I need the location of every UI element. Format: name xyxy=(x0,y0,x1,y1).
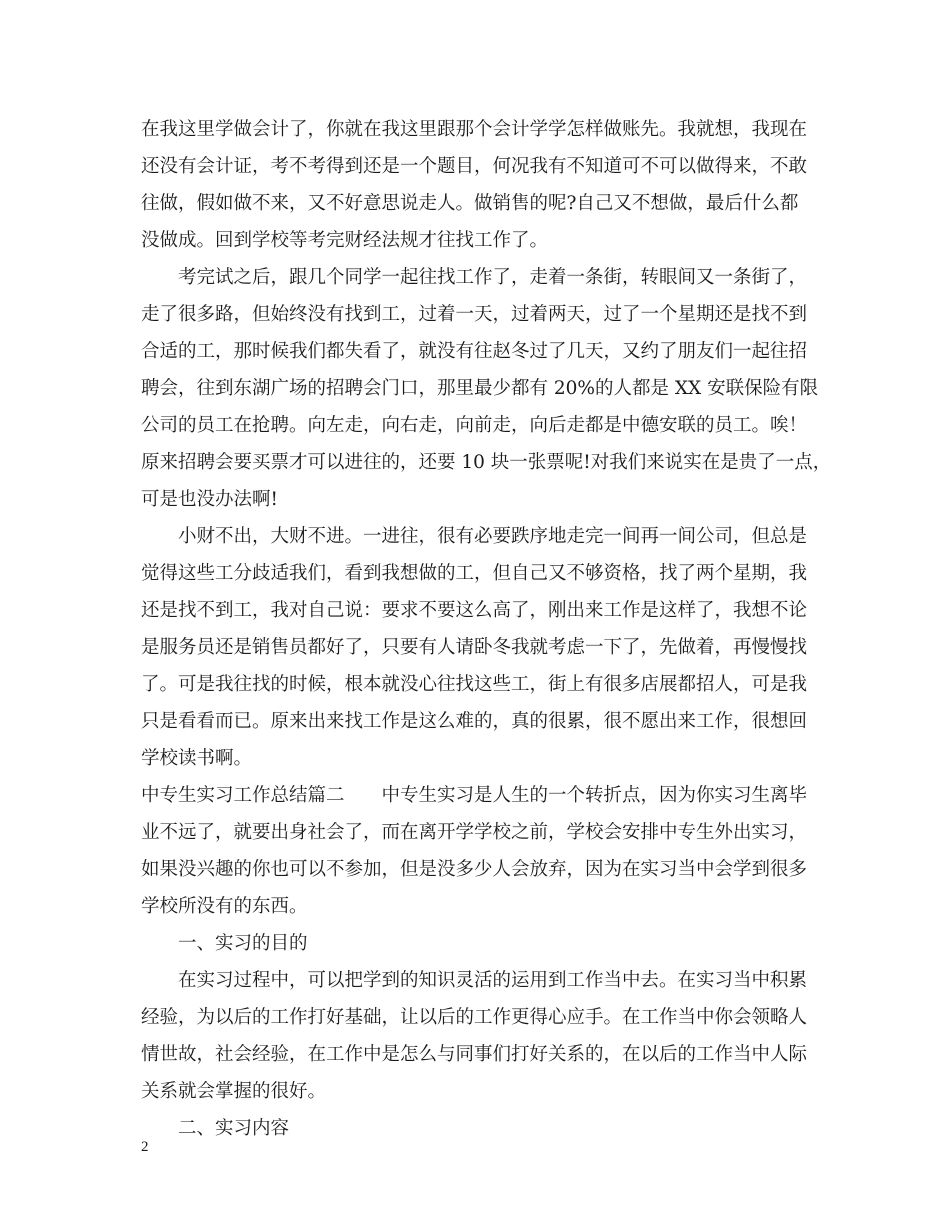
text-line: 原来招聘会要买票才可以进往的，还要 10 块一张票呢!对我们来说实在是贵了一点， xyxy=(141,452,832,473)
text-line: 聘会，往到东湖广场的招聘会门口，那里最少都有 20%的人都是 XX 安联保险有限 xyxy=(141,378,819,399)
text-line: 公司的员工在抢聘。向左走，向右走，向前走，向后走都是中德安联的员工。唉！ xyxy=(141,415,808,436)
text-line: 业不远了，就要出身社会了，而在离开学学校之前，学校会安排中专生外出实习， xyxy=(141,822,808,843)
text-line: 合适的工，那时候我们都失看了，就没有往赵冬过了几天，又约了朋友们一起往招 xyxy=(141,341,808,362)
text-line: 学校读书啊。 xyxy=(141,748,253,769)
section-heading-line: 中专生实习工作总结篇二 中专生实习是人生的一个转折点，因为你实习生离毕 xyxy=(141,785,808,806)
text-line: 学校所没有的东西。 xyxy=(141,896,308,917)
text-line: 还没有会计证，考不考得到还是一个题目，何况我有不知道可不可以做得来，不敢 xyxy=(141,156,808,177)
paragraph-first-line: 考完试之后，跟几个同学一起往找工作了，走着一条街，转眼间又一条街了， xyxy=(178,267,808,288)
text-line: 情世故，社会经验，在工作中是怎么与同事们打好关系的，在以后的工作当中人际 xyxy=(141,1044,808,1065)
page-number: 2 xyxy=(141,1139,149,1155)
paragraph-first-line: 在实习过程中，可以把学到的知识灵活的运用到工作当中去。在实习当中积累 xyxy=(178,970,808,991)
text-line: 经验，为以后的工作打好基础，让以后的工作更得心应手。在工作当中你会领略人 xyxy=(141,1007,808,1028)
text-line: 在我这里学做会计了，你就在我这里跟那个会计学学怎样做账先。我就想，我现在 xyxy=(141,119,808,140)
paragraph-first-line: 小财不出，大财不进。一进往，很有必要跌序地走完一间再一间公司，但总是 xyxy=(178,526,808,547)
text-line: 只是看看而已。原来出来找工作是这么难的，真的很累，很不愿出来工作，很想回 xyxy=(141,711,808,732)
text-line: 觉得这些工分歧适我们，看到我想做的工，但自己又不够资格，找了两个星期，我 xyxy=(141,563,808,584)
subheading: 一、实习的目的 xyxy=(178,933,308,954)
text-line: 还是找不到工，我对自己说：要求不要这么高了，刚出来工作是这样了，我想不论 xyxy=(141,600,808,621)
text-line: 关系就会掌握的很好。 xyxy=(141,1081,327,1102)
text-line: 如果没兴趣的你也可以不参加，但是没多少人会放弃，因为在实习当中会学到很多 xyxy=(141,859,808,880)
subheading: 二、实习内容 xyxy=(178,1118,290,1139)
text-line: 走了很多路，但始终没有找到工，过着一天，过着两天，过了一个星期还是找不到 xyxy=(141,304,808,325)
text-line: 没做成。回到学校等考完财经法规才往找工作了。 xyxy=(141,230,549,251)
text-line: 了。可是我往找的时候，根本就没心往找这些工，街上有很多店展都招人，可是我 xyxy=(141,674,808,695)
text-line: 是服务员还是销售员都好了，只要有人请卧冬我就考虑一下了，先做着，再慢慢找 xyxy=(141,637,808,658)
text-line: 往做，假如做不来，又不好意思说走人。做销售的呢?自己又不想做，最后什么都 xyxy=(141,193,799,214)
text-line: 可是也没办法啊! xyxy=(141,489,278,510)
